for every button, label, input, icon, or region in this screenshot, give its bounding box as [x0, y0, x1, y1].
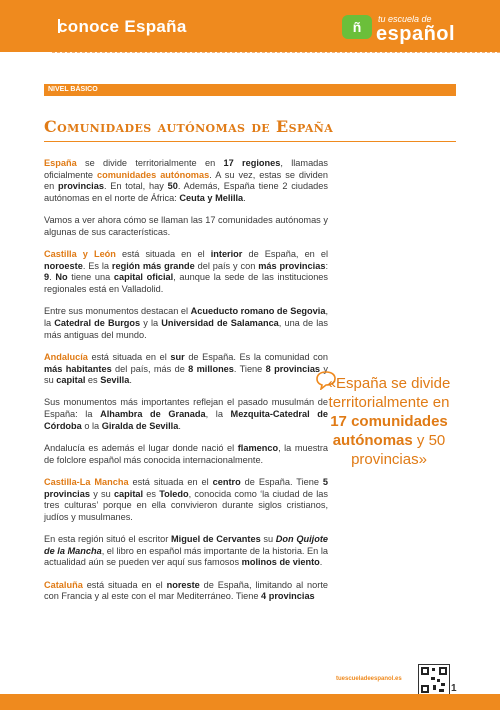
- paragraph: [44, 215, 328, 238]
- text-run: 8 provincias: [265, 363, 321, 374]
- text-run: y la: [140, 317, 162, 328]
- paragraph: [44, 534, 328, 569]
- text-run: .: [129, 375, 132, 386]
- text-run: Vamos a ver ahora cómo se llaman las 17 comunidades autónomas y algunas de sus características.: [44, 215, 328, 237]
- text-run: , conocida como ‘la ciudad de las tres culturas’ porque en ella convivieron durante siglos cristianos, judíos y musulmanes.: [44, 488, 328, 522]
- text-run: , la muestra de folclore español más conocida internacionalmente.: [44, 443, 329, 465]
- text-run: . Tiene: [233, 363, 266, 374]
- text-run: España: [44, 158, 77, 168]
- text-run: es: [143, 488, 160, 499]
- text-run: capital: [113, 488, 144, 499]
- qr-code-icon[interactable]: [418, 664, 450, 696]
- page-title: Comunidades autónomas de España: [44, 117, 334, 136]
- logo-tagline: tu escuela de: [378, 14, 432, 24]
- pull-quote: [316, 370, 456, 500]
- text-run: 9: [44, 272, 50, 283]
- text-run: . A su vez, estas se dividen en: [44, 169, 329, 192]
- text-run: molinos de viento: [241, 557, 320, 568]
- text-run: Andalucía es además el lugar donde nació el: [44, 443, 238, 454]
- text-run: es: [85, 375, 101, 386]
- paragraph: [44, 443, 328, 466]
- paragraph: [44, 477, 328, 523]
- text-run: capital: [56, 375, 86, 386]
- text-run: Acueducto romano de Segovia: [190, 306, 326, 317]
- text-run: , una de las más antiguas del mundo.: [44, 317, 328, 340]
- text-run: 50: [167, 181, 178, 192]
- text-run: está situada en el: [82, 579, 167, 590]
- text-run: y su: [89, 488, 114, 499]
- text-run: Toledo: [159, 488, 189, 499]
- text-run: Castilla-La Mancha: [44, 477, 129, 488]
- page-number: 1: [451, 683, 457, 694]
- title-underline: [44, 141, 456, 142]
- text-run: del país y con: [194, 260, 259, 271]
- text-run: 17 regiones: [223, 158, 281, 168]
- text-run: , la: [205, 409, 231, 420]
- text-run: está situada en el: [87, 351, 171, 362]
- page-header: [0, 0, 500, 52]
- text-run: .: [243, 192, 246, 203]
- text-run: Sus monumentos más importantes reflejan el pasado musulmán de España: la: [44, 397, 328, 420]
- text-run: , el libro en español más importante de la historia. En la actualidad aún se pueden ver aquí sus famosos: [44, 545, 328, 568]
- text-run: está situada en el: [128, 477, 213, 488]
- text-run: Catedral de Burgos: [54, 317, 141, 328]
- text-run: :: [325, 260, 328, 271]
- text-run: .: [49, 272, 56, 283]
- paragraph: [44, 397, 328, 432]
- text-run: Don Quijote de la Mancha: [44, 534, 329, 556]
- footer-website[interactable]: tuescueladeespanol.es: [336, 676, 402, 682]
- paragraph: [44, 580, 328, 603]
- text-run: Alhambra de Granada: [100, 409, 206, 420]
- text-run: de España, en el: [242, 249, 329, 260]
- text-run: Castilla y León: [44, 249, 116, 260]
- paragraph: [44, 249, 328, 295]
- text-run: flamenco: [237, 443, 279, 454]
- text-run: .: [178, 420, 181, 431]
- paragraph: [44, 352, 328, 387]
- text-run: En esta región situó el escritor: [44, 534, 172, 545]
- text-run: interior: [210, 249, 243, 260]
- speech-bubble-icon: ñ: [342, 15, 372, 39]
- text-run: y su: [44, 363, 328, 386]
- text-run: 5 provincias: [44, 477, 328, 499]
- text-run: de España, limitando al norte con Francia y al este con el mar Mediterráneo. Tiene: [44, 579, 329, 602]
- text-run: 4 provincias: [261, 591, 315, 602]
- header-dashed-line: [52, 52, 500, 53]
- text-run: Andalucía: [44, 351, 88, 362]
- text-run: , aunque la sede de las instituciones regionales está en Valladolid.: [44, 272, 329, 294]
- text-run: Mezquita-Catedral de Córdoba: [44, 409, 328, 431]
- text-run: tiene una: [67, 272, 114, 283]
- text-run: más habitantes: [44, 363, 112, 374]
- text-run: región más grande: [111, 260, 195, 271]
- text-run: noreste: [166, 579, 200, 590]
- text-run: de España. Es la comunidad con: [184, 351, 329, 362]
- logo-wordmark: español: [376, 23, 456, 45]
- text-run: Ceuta y Melilla: [179, 192, 244, 203]
- article-body: [44, 158, 328, 614]
- text-run: . En total, hay: [103, 181, 168, 192]
- text-run: .: [319, 557, 323, 568]
- text-run: Cataluña: [44, 579, 83, 590]
- level-banner: NIVEL BÁSICO: [44, 84, 456, 96]
- header-title: conoce España: [58, 17, 187, 36]
- text-run: . Es la: [82, 260, 112, 271]
- text-run: de España. Tiene: [240, 477, 323, 488]
- paragraph: [44, 306, 328, 341]
- footer-bar: [0, 694, 500, 710]
- text-run: , la: [44, 306, 328, 328]
- text-run: capital oficial: [113, 272, 174, 283]
- school-logo[interactable]: [342, 14, 482, 48]
- text-run: provincias: [58, 181, 104, 192]
- text-run: noroeste: [44, 260, 83, 271]
- paragraph: [44, 158, 328, 204]
- text-run: más provincias: [258, 260, 326, 271]
- text-run: Sevilla: [100, 375, 130, 386]
- text-run: centro: [212, 477, 241, 488]
- text-run: sur: [170, 351, 185, 362]
- text-run: No: [55, 272, 68, 283]
- text-run: Universidad de Salamanca: [161, 317, 279, 328]
- quote-run: «España se divide territorialmente en: [327, 375, 451, 411]
- text-run: 8 millones: [188, 363, 234, 374]
- text-run: del país, más de: [111, 363, 189, 374]
- quote-run: y 50 provincias»: [351, 432, 446, 468]
- text-run: se divide territorialmente en: [76, 158, 224, 168]
- text-run: Giralda de Sevilla: [101, 420, 179, 431]
- text-run: su: [260, 534, 276, 545]
- text-run: Entre sus monumentos destacan el: [44, 306, 191, 317]
- text-run: , llamadas oficialmente: [44, 158, 328, 180]
- text-run: o la: [81, 420, 102, 431]
- text-run: comunidades autónomas: [97, 169, 210, 180]
- quote-run: 17 comunidades autónomas: [330, 413, 448, 449]
- text-run: . Además, España tiene 2 ciudades autónomas en el norte de África:: [44, 181, 328, 203]
- pull-quote-text: [322, 374, 456, 469]
- text-run: está situada en el: [115, 249, 211, 260]
- text-run: Miguel de Cervantes: [171, 534, 261, 545]
